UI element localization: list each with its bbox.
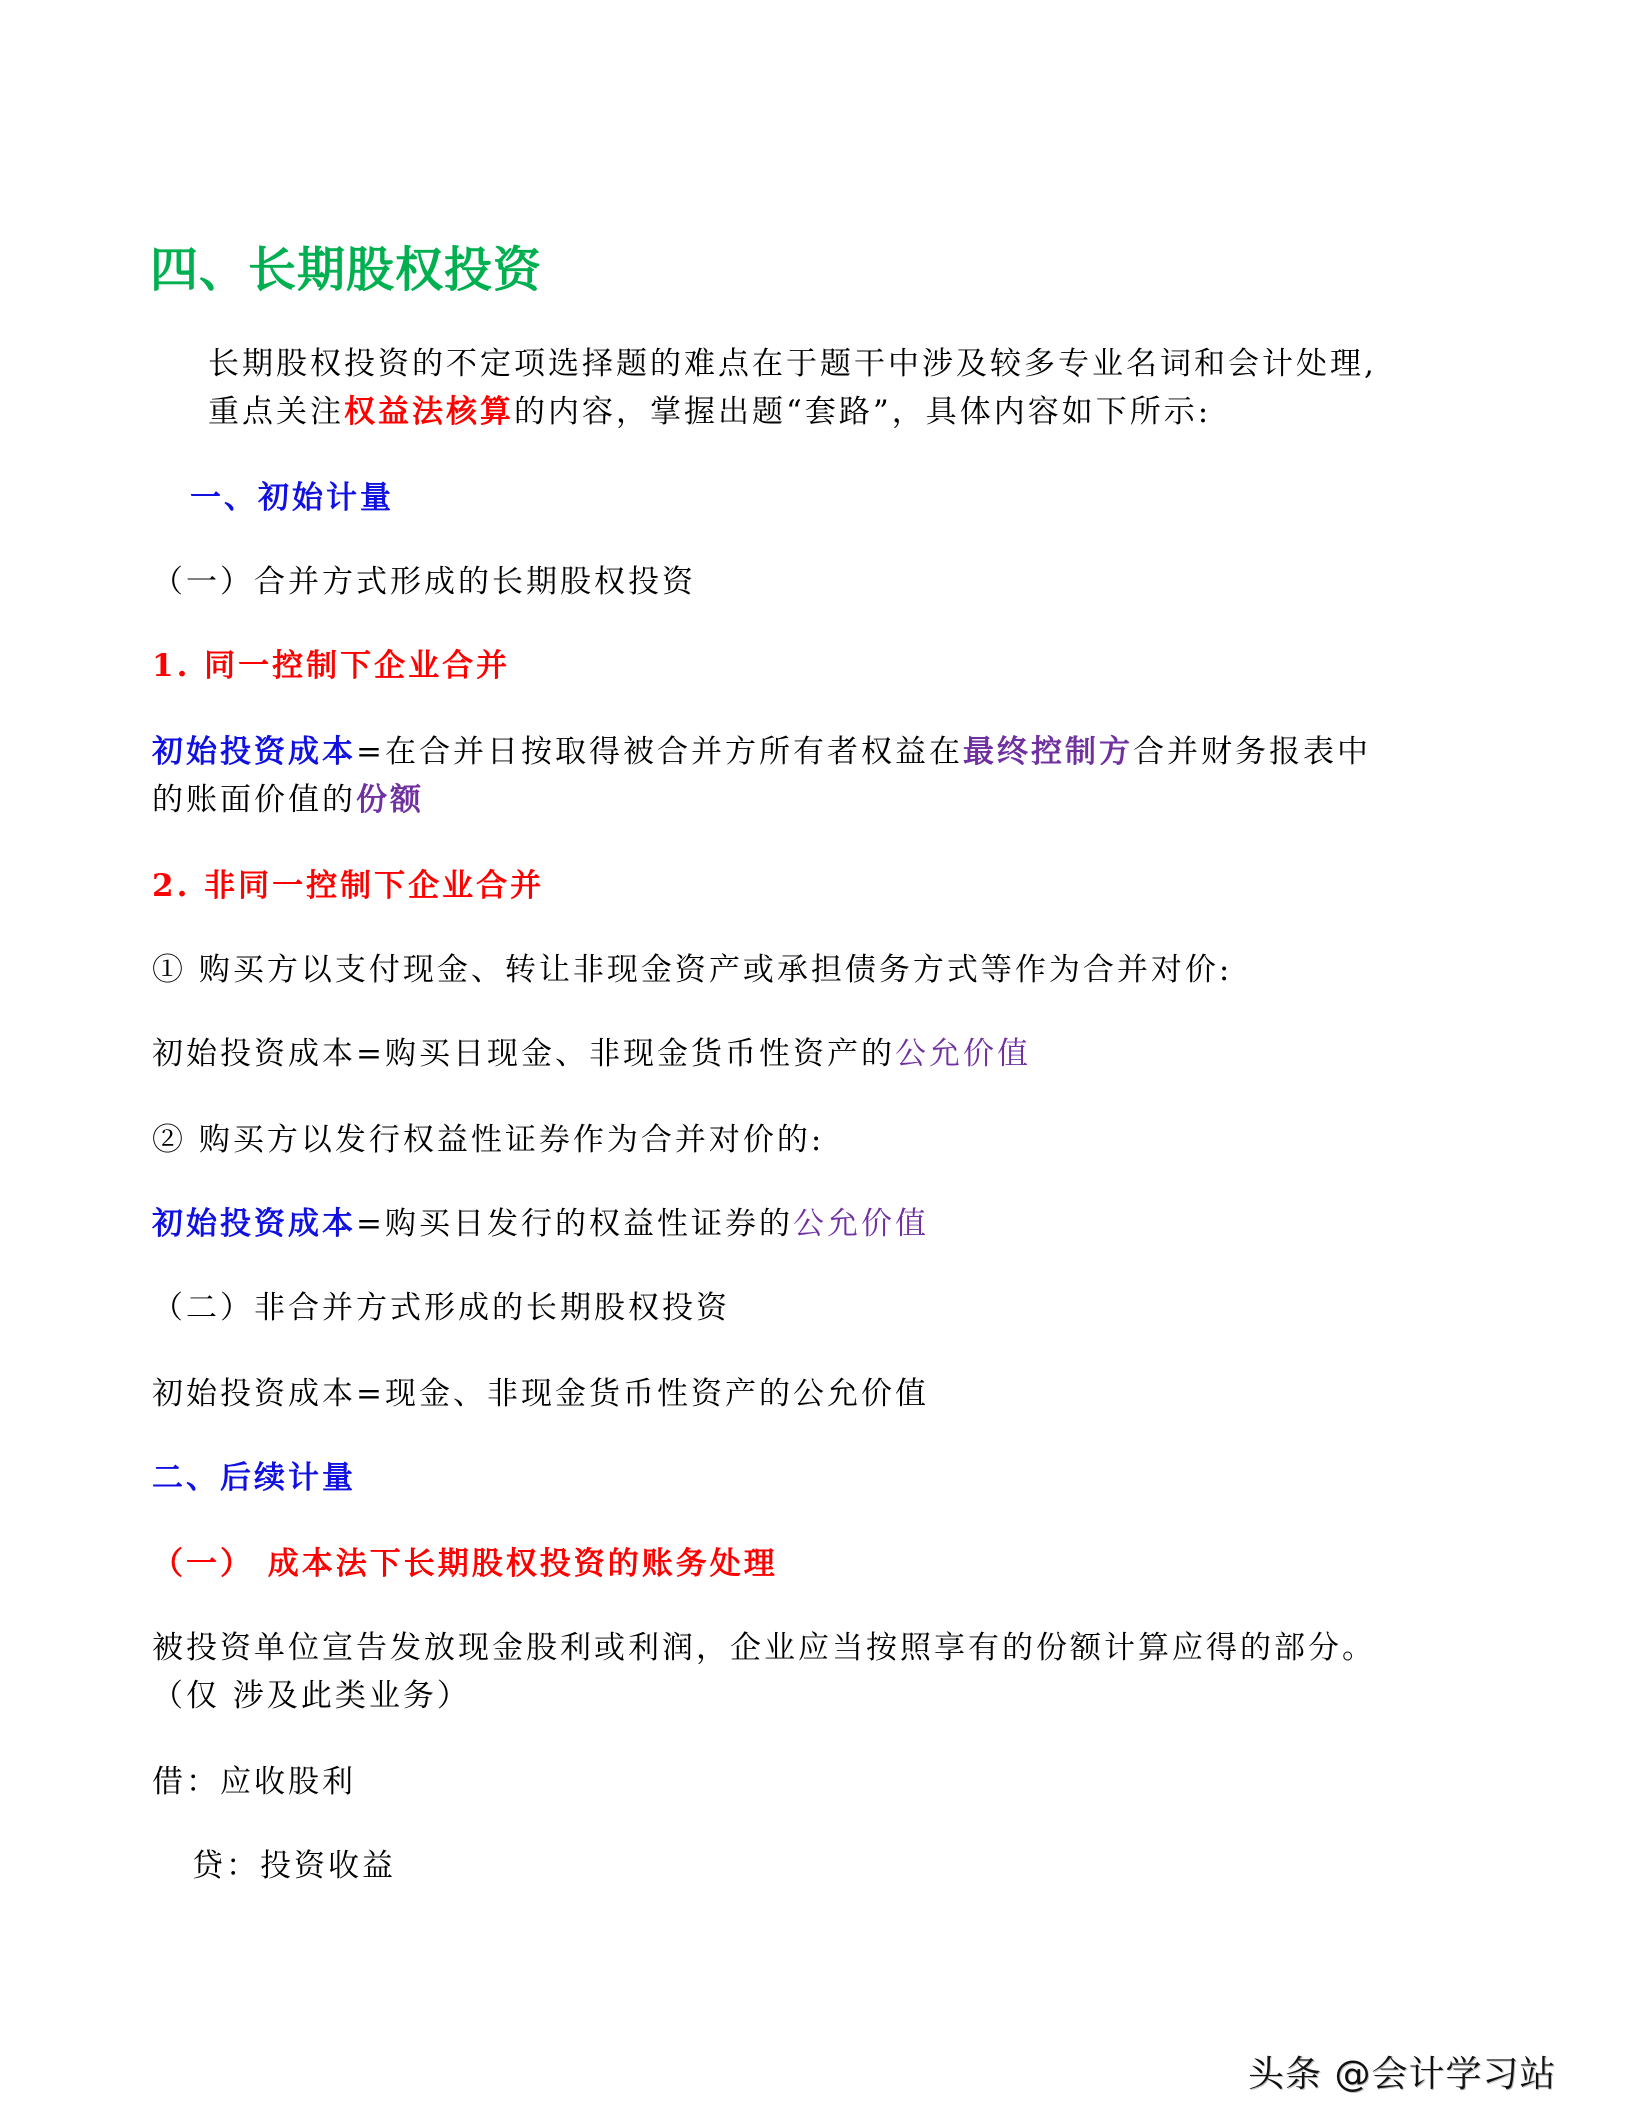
case-2-text: ② 购买方以发行权益性证券作为合并对价的: [152,1122,825,1158]
formula-text: =在合并日按取得被合并方所有者权益在 [356,734,963,770]
subsection-heading-merger: （一）合并方式形成的长期股权投资 [152,564,696,600]
subsection-heading-non-merger: （二）非合并方式形成的长期股权投资 [152,1290,730,1326]
formula-text: =购买日发行的权益性证券的 [356,1206,793,1242]
case-2-formula [152,1204,929,1244]
fair-value-highlight: 公允价值 [792,1206,929,1242]
intro-text: 重点关注 [208,394,344,430]
section-heading-subsequent-measurement: 二、后续计量 [152,1460,356,1496]
share-highlight: 份额 [356,782,424,818]
fair-value-highlight: 公允价值 [894,1036,1031,1072]
ultimate-controller-highlight: 最终控制方 [962,734,1133,770]
case-1-formula [152,1034,1031,1074]
subsection-heading-cost-method: （一） 成本法下长期股权投资的账务处理 [152,1546,778,1582]
formula-term: 初始投资成本 [152,734,356,770]
cost-method-text-line-2: （仅 涉及此类业务） [152,1678,471,1714]
formula-term: 初始投资成本 [152,1206,356,1242]
watermark: 头条 @会计学习站 [1248,2054,1557,2095]
item-heading-non-same-control: 2. 非同一控制下企业合并 [152,868,545,904]
intro-text: 长期股权投资的不定项选择题的难点在于题干中涉及较多专业名词和会计处理, [208,346,1377,382]
intro-text: 的内容，掌握出题“套路”，具体内容如下所示: [514,394,1212,430]
page-title: 四、长期股权投资 [150,242,543,298]
formula-same-control-line-2 [152,780,424,820]
cost-method-text-line-1: 被投资单位宣告发放现金股利或利润，企业应当按照享有的份额计算应得的部分。 [152,1630,1376,1666]
section-heading-initial-measurement: 一、初始计量 [190,480,394,516]
item-heading-same-control: 1. 同一控制下企业合并 [152,648,511,684]
formula-text: 初始投资成本=购买日现金、非现金货币性资产的 [152,1036,895,1072]
formula-text: 的账面价值的 [152,782,356,818]
formula-same-control-line-1 [152,732,1371,772]
non-merger-formula: 初始投资成本=现金、非现金货币性资产的公允价值 [152,1376,929,1412]
formula-text: 合并财务报表中 [1132,734,1371,770]
equity-method-highlight: 权益法核算 [344,394,514,430]
journal-credit: 贷：投资收益 [192,1848,396,1884]
intro-line-1 [208,344,1377,384]
case-1-text: ① 购买方以支付现金、转让非现金资产或承担债务方式等作为合并对价: [152,952,1233,988]
journal-debit: 借：应收股利 [152,1764,356,1800]
intro-line-2 [208,392,1211,432]
